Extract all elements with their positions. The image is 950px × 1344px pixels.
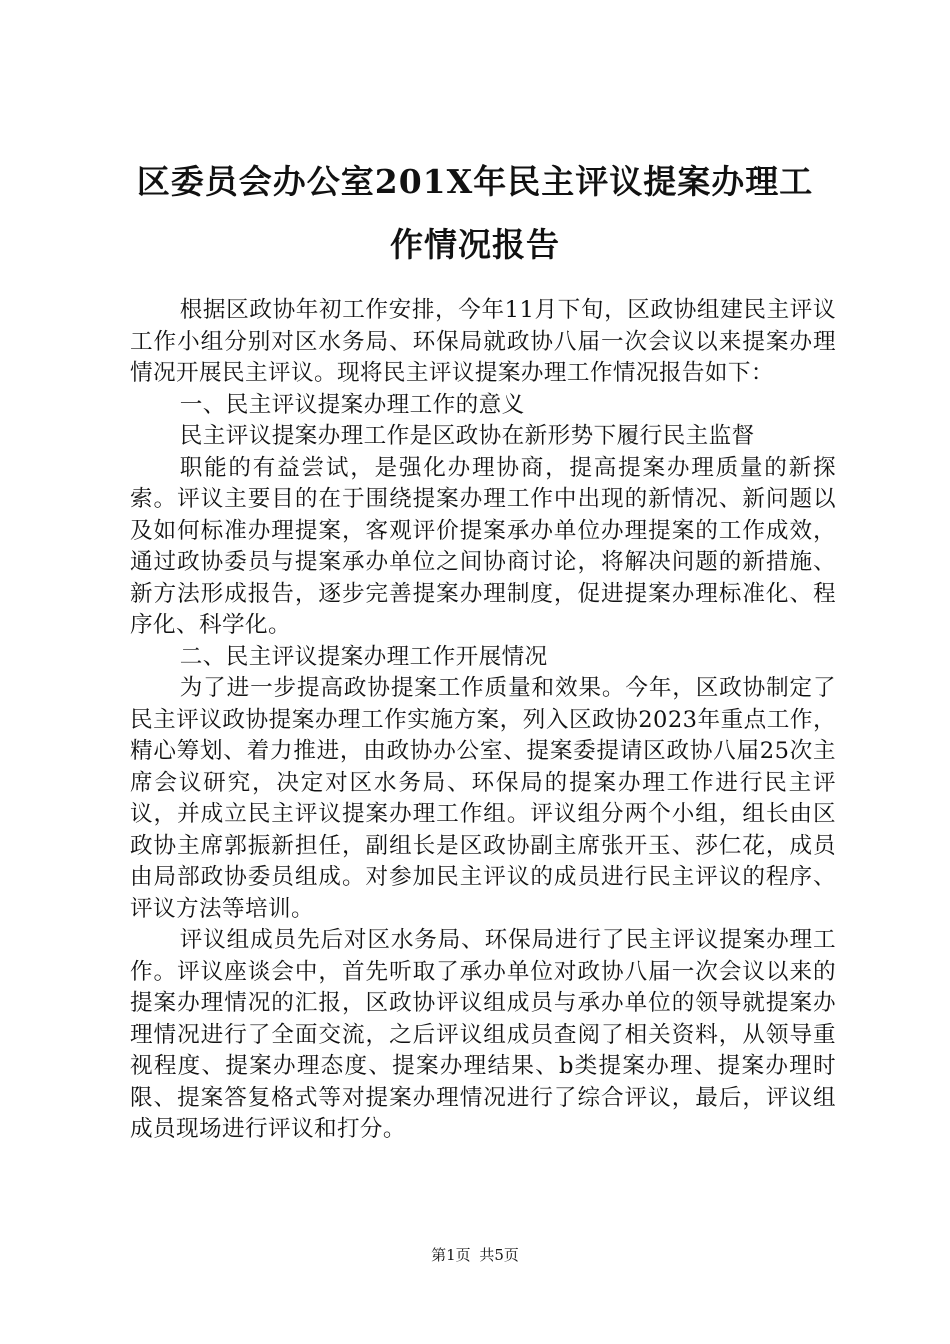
page-total: 共5页 [479, 1246, 519, 1264]
document-body [130, 295, 836, 1146]
page-footer [0, 1245, 950, 1265]
paragraph-significance-cont-text: 职能的有益尝试，是强化办理协商，提高提案办理质量的新探索。评议主要目的在于围绕提案办理工作中出现的新情况、新问题以及如何标准办理提案，客观评价提案承办单位办理提案的工作成效，通过政协委员与提案承办单位之间协商讨论，将解决问题的新措施、新方法形成报告，逐步完善提案办理制度，促进提案办理标准化、程序化、科学化。 [130, 454, 836, 638]
paragraph-intro: 根据区政协年初工作安排，今年11月下旬，区政协组建民主评议工作小组分别对区水务局、环保局就政协八届一次会议以来提案办理情况开展民主评议。现将民主评议提案办理工作情况报告如下： [130, 297, 836, 386]
paragraph-significance-start: 民主评议提案办理工作是区政协在新形势下履行民主监督 [179, 423, 755, 449]
document-title-line1: 区委员会办公室201X年民主评议提案办理工 [136, 162, 814, 201]
page-number: 第1页 [431, 1246, 471, 1264]
section-heading-1: 一、民主评议提案办理工作的意义 [179, 391, 525, 418]
paragraph-review: 评议组成员先后对区水务局、环保局进行了民主评议提案办理工作。评议座谈会中，首先听取了承办单位对政协八届一次会议以来的提案办理情况的汇报，区政协评议组成员与承办单位的领导就提案办理情况进行了全面交流，之后评议组成员查阅了相关资料，从领导重视程度、提案办理态度、提案办理结果、b类提案办理、提案办理时限、提案答复格式等对提案办理情况进行了综合评议，最后，评议组成员现场进行评议和打分。 [130, 927, 836, 1142]
document-title-line2: 作情况报告 [390, 225, 560, 264]
section-heading-2: 二、民主评议提案办理工作开展情况 [179, 643, 548, 670]
paragraph-progress: 为了进一步提高政协提案工作质量和效果。今年，区政协制定了民主评议政协提案办理工作实施方案，列入区政协2023年重点工作，精心筹划、着力推进，由政协办公室、提案委提请区政协八届25次主席会议研究，决定对区水务局、环保局的提案办理工作进行民主评议，并成立民主评议提案办理工作组。评议组分两个小组，组长由区政协主席郭振新担任，副组长是区政协副主席张开玉、莎仁花，成员由局部政协委员组成。对参加民主评议的成员进行民主评议的程序、评议方法等培训。 [130, 675, 836, 922]
paragraph-significance-cont [130, 453, 836, 642]
